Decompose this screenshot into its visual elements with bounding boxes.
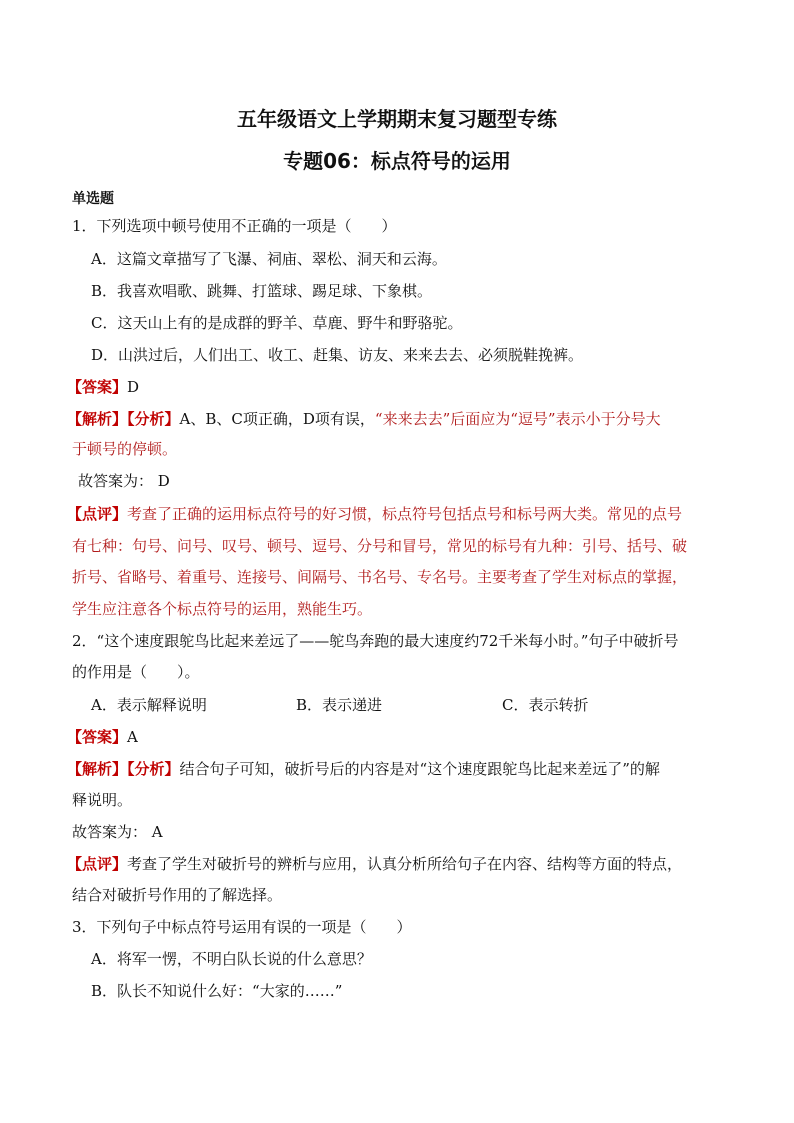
q1-answer: D [127, 378, 140, 396]
q3-option-b: B．队长不知说什么好：“大家的……” [91, 982, 343, 1000]
q1-option-a: A．这篇文章描写了飞瀑、祠庙、翠松、洞天和云海。 [91, 250, 447, 268]
q1-comment-line2: 有七种：句号、问号、叹号、顿号、逗号、分号和冒号，常见的标号有九种：引号、括号、破 [72, 537, 688, 555]
fenxi-tag: 【分析】 [127, 410, 180, 428]
q1-comment-line3: 折号、省略号、着重号、连接号、间隔号、书名号、专名号。主要考查了学生对标点的掌握， [72, 568, 688, 586]
q3-option-a: A．将军一愣，不明白队长说的什么意思？ [91, 950, 372, 968]
q1-option-b: B．我喜欢唱歌、跳舞、打篮球、踢足球、下象棋。 [91, 282, 433, 300]
section-heading: 单选题 [72, 191, 114, 207]
q1-analysis-red1: “来来去去”后面应为“逗号”表示小于分号大 [374, 410, 661, 428]
sub-title: 专题06：标点符号的运用 [283, 149, 511, 173]
q2-analysis-line2: 释说明。 [72, 791, 133, 809]
q2-option-b: B．表示递进 [296, 696, 383, 714]
q2-option-a: A．表示解释说明 [91, 696, 207, 714]
q2-answer: A [127, 728, 138, 746]
q1-option-c: C．这天山上有的是成群的野羊、草鹿、野牛和野骆驼。 [91, 314, 463, 332]
q1-analysis-black: A、B、C项正确，D项有误， [179, 410, 375, 428]
q2-conclusion: 故答案为： A [72, 823, 163, 841]
q1-comment-line4: 学生应注意各个标点符号的运用，熟能生巧。 [72, 600, 373, 618]
q2-option-c: C．表示转折 [502, 696, 589, 714]
main-title: 五年级语文上学期期末复习题型专练 [237, 107, 557, 131]
answer-tag: 【答案】 [67, 378, 128, 396]
q2-stem-line1: 2．“这个速度跟鸵鸟比起来差远了——鸵鸟奔跑的最大速度约72千米每小时。”句子中破折号 [72, 632, 679, 650]
q1-conclusion: 故答案为： D [78, 472, 170, 490]
q2-comment-line2: 结合对破折号作用的了解选择。 [72, 886, 283, 904]
q3-stem: 3．下列句子中标点符号运用有误的一项是（ ） [72, 918, 412, 936]
q2-options [0, 694, 794, 716]
q1-analysis-line1 [67, 408, 661, 430]
q1-option-d: D．山洪过后，人们出工、收工、赶集、访友、来来去去、必须脱鞋挽裤。 [91, 346, 584, 364]
q2-answer-line: 【答案】A [67, 728, 138, 746]
q1-answer-line [67, 376, 139, 398]
analysis-tag: 【解析】 [67, 410, 128, 428]
q2-comment-line1: 【点评】考查了学生对破折号的辨析与应用，认真分析所给句子在内容、结构等方面的特点， [67, 855, 683, 873]
q1-comment-line1: 【点评】考查了正确的运用标点符号的好习惯，标点符号包括点号和标号两大类。常见的点号 [67, 505, 683, 523]
q2-stem-line2: 的作用是（ ）。 [72, 663, 200, 681]
q2-analysis-line1: 【解析】【分析】结合句子可知，破折号后的内容是对“这个速度跟鸵鸟比起来差远了”的解 [67, 760, 660, 778]
comment-tag: 【点评】 [67, 505, 128, 523]
q1-stem: 1．下列选项中顿号使用不正确的一项是（ ） [72, 217, 397, 235]
q1-analysis-line2: 于顿号的停顿。 [72, 440, 178, 458]
